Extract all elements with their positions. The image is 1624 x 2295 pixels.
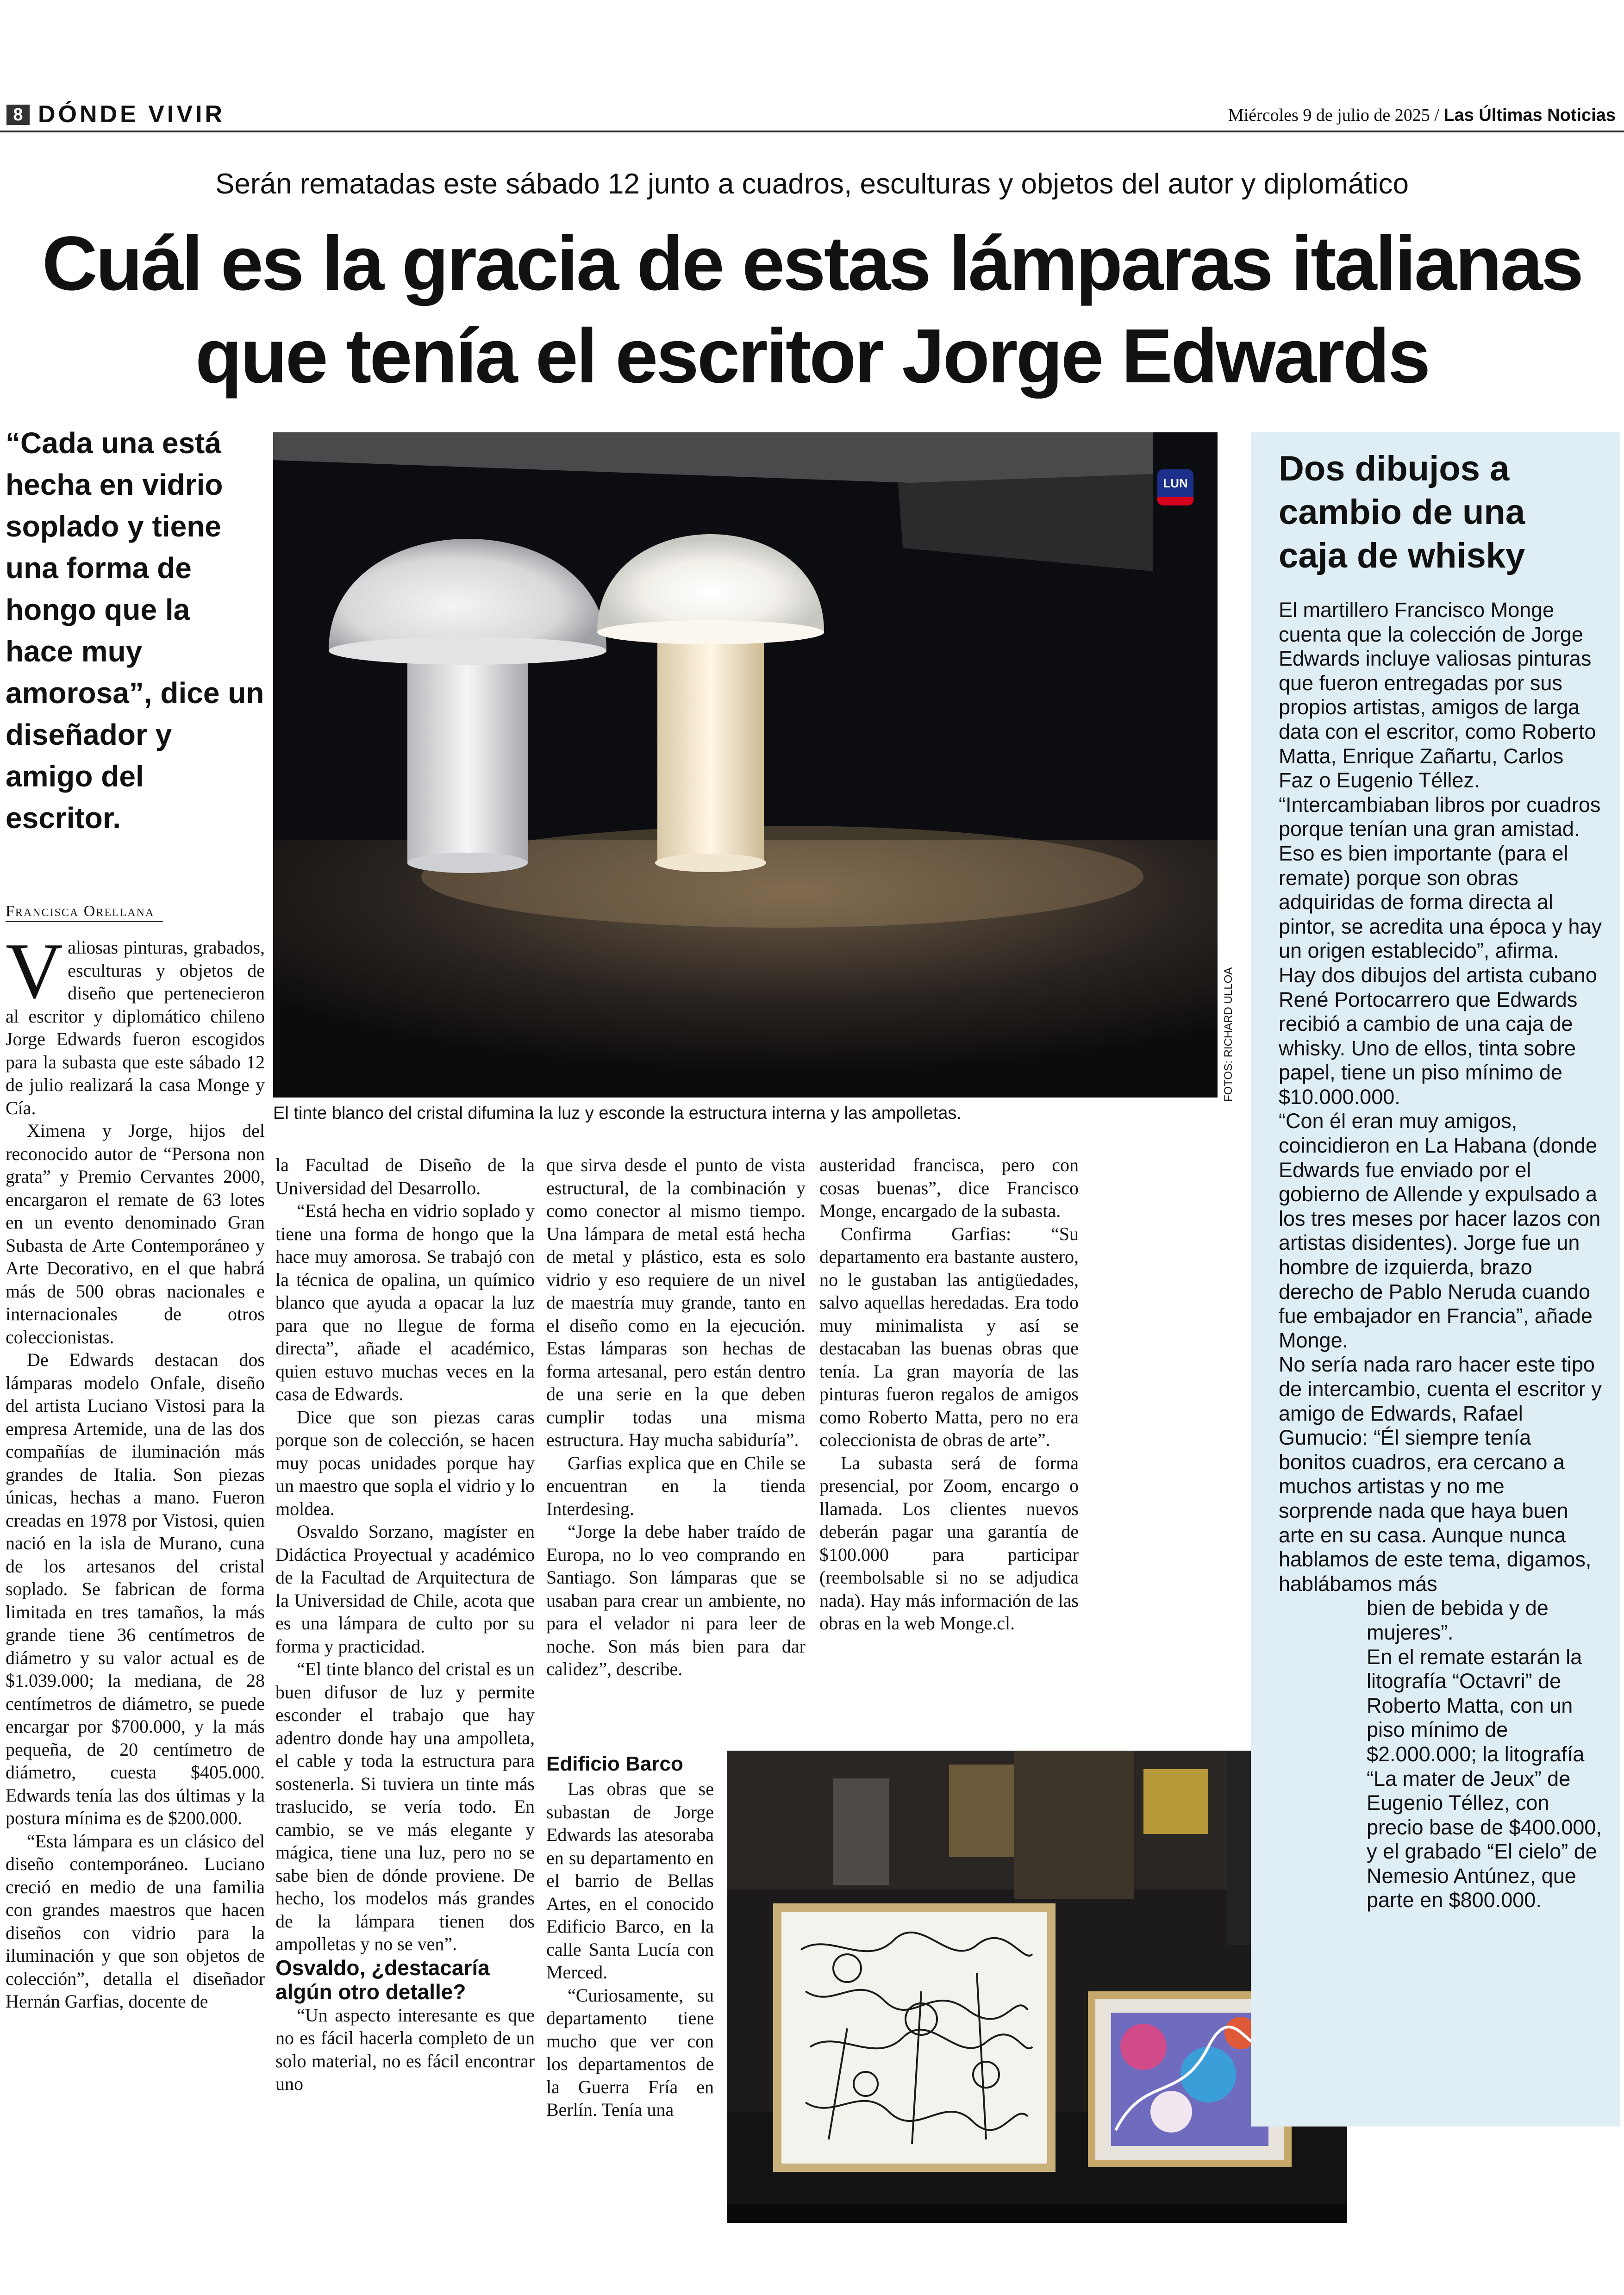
paragraph: la Facultad de Diseño de la Universidad del Desarrollo. (275, 1154, 535, 1198)
drop-cap: V (6, 927, 63, 1015)
headline-line-2: que tenía el escritor Jorge Edwards (195, 313, 1429, 399)
page-header (0, 101, 1624, 128)
kicker: Serán rematadas este sábado 12 junto a cuadros, esculturas y objetos del autor y diplomático (215, 168, 1409, 200)
sidebar-paragraph: Hay dos dibujos del artista cubano René Portocarrero que Edwards recibió a cambio de una caja de whisky. Uno de ellos, tinta sobre papel, tiene un piso mínimo de $10.000.000. (1279, 963, 1597, 1109)
section-name: DÓNDE VIVIR (38, 101, 225, 128)
page-number: 8 (6, 105, 30, 125)
paragraph: “Curiosamente, su departamento tiene mucho que ver con los departamentos de la Guerra Fría en Berlín. Tenía una (546, 1984, 714, 2120)
sidebar-paragraph: “Con él eran muy amigos, coincidieron en La Habana (donde Edwards fue enviado por el gobierno de Allende y expulsado a los tres meses por hacer lazos con artistas disidentes). Jorge fue un hombre de izquierda, brazo derecho de Pablo Neruda cuando fue embajador en Francia”, añade Monge. (1279, 1109, 1601, 1352)
lun-logo: LUN (1157, 469, 1193, 505)
paragraph: Osvaldo Sorzano, magíster en Didáctica Proyectual y académico de la Facultad de Arquitectura de la Universidad de Chile, acota que es una lámpara de culto por su forma y practicidad. (275, 1521, 535, 1657)
sidebar-paragraph: “Intercambiaban libros por cuadros porque tenían una gran amistad. Eso es bien importante (para el remate) porque son obras adquiridas de forma directa al pintor, se acredita una época y hay un origen establecido”, afirma. (1279, 792, 1602, 963)
paragraph: “Jorge la debe haber traído de Europa, no lo veo comprando en Santiago. Son lámparas que se usaban para crear un ambiente, no para el velador ni para leer de noche. Son más bien para dar calidez”, describe. (546, 1521, 806, 1679)
headline-line-1: Cuál es la gracia de estas lámparas italianas (42, 221, 1582, 306)
paragraph: La subasta será de forma presencial, por Zoom, encargo o llamada. Los clientes nuevos deberán pagar una garantía de $100.000 para participar (reembolsable si no se adjudica nada). Hay más información de las obras en la web Monge.cl. (819, 1452, 1079, 1634)
paragraph: que sirva desde el punto de vista estructural, de la combinación y como conector al mismo tiempo. Una lámpara de metal está hecha de metal y plástico, esta es solo vidrio y eso requiere de un nivel de maestría muy grande, tanto en el diseño como en la ejecución. Estas lámparas son hechas de forma artesanal, pero están dentro de una serie en la que deben cumplir todas una misma estructura. Hay mucha sabiduría”. (546, 1154, 806, 1450)
header-rule (0, 131, 1624, 132)
pull-quote: “Cada una está hecha en vidrio soplado y tiene una forma de hongo que la hace muy amorosa”, dice un diseñador y amigo del escritor. (6, 426, 264, 835)
issue-line (1228, 104, 1616, 127)
paragraph: Las obras que se subastan de Jorge Edwards las atesoraba en su departamento en el barrio de Bellas Artes, en el conocido Edificio Barco, en la calle Santa Lucía con Merced. (546, 1778, 714, 1983)
paragraph: Ximena y Jorge, hijos del reconocido autor de “Persona non grata” y Premio Cervantes 2000, encargaron el remate de 63 lotes en un evento denominado Gran Subasta de Arte Contemporáneo y Arte Decorativo, en el que habrá más de 500 obras nacionales e internacionales de otros coleccionistas. (6, 1120, 265, 1347)
paragraph: “Esta lámpara es un clásico del diseño contemporáneo. Luciano creció en medio de una familia con grandes maestros que hacen diseños con vidrio para la iluminación y que son objetos de colección”, detalla el diseñador Hernán Garfias, docente de (6, 1830, 265, 2012)
paragraph: Garfias explica que en Chile se encuentran en la tienda Interdesing. (546, 1452, 806, 1519)
sidebar-paragraph: El martillero Francisco Monge cuenta que la colección de Jorge Edwards incluye valiosas pinturas que fueron entregadas por sus propios artistas, amigos de larga data con el escritor, como Roberto Matta, Enrique Zañartu, Carlos Faz o Eugenio Téllez. (1279, 598, 1596, 792)
sidebar-body (1279, 598, 1603, 1913)
paragraph: “Un aspecto interesante es que no es fácil hacerla completo de un solo material, no es fácil encontrar uno (275, 2004, 535, 2094)
paragraph: Dice que son piezas caras porque son de colección, se hacen muy pocas unidades porque hay un maestro que sopla el vidrio y lo moldea. (275, 1406, 535, 1519)
paragraph: “Está hecha en vidrio soplado y tiene una forma de hongo que la hace muy amorosa. Se trabajó con la técnica de opalina, un químico blanco que ayuda a opacar la luz para que no llegue de forma directa”, añade el académico, quien estuvo muchas veces en la casa de Edwards. (275, 1200, 535, 1404)
main-photo (273, 432, 1218, 1098)
photo-caption: El tinte blanco del cristal difumina la luz y esconde la estructura interna y las ampolletas. (273, 1104, 962, 1123)
paragraph: “El tinte blanco del cristal es un buen difusor de luz y permite esconder el trabajo que hay adentro donde hay una ampolleta, el cable y toda la estructura para sostenerla. Si tuviera un tinte más traslucido, se vería todo. En cambio, se ve más elegante y mágica, tiene una luz, pero no se sabe bien de dónde proviene. De hecho, los modelos más grandes de la lámpara tienen dos ampolletas y no se ven”. (275, 1659, 535, 1954)
paragraph: Confirma Garfias: “Su departamento era bastante austero, no le gustaban las antigüedades, salvo aquellas heredadas. Era todo muy minimalista y así se destacaban las buenas obras que tenía. La gran mayoría de las pinturas fueron regalos de amigos como Roberto Matta, pero no era coleccionista de obras de arte”. (819, 1223, 1079, 1450)
photo-credit: FOTOS: RICHARD ULLOA (1222, 967, 1235, 1102)
article-column-2 (275, 1154, 535, 2095)
sidebar-paragraph: No sería nada raro hacer este tipo de intercambio, cuenta el escritor y amigo de Edwards, Rafael Gumucio: “Él siempre tenía bonitos cuadros, era cercano a muchos artistas y no me sorprende nada que haya buen arte en su casa. Aunque nunca hablamos de este tema, digamos, hablábamos más (1279, 1353, 1602, 1596)
byline: Francisca Orellana (6, 903, 163, 922)
issue-separator: / (1434, 106, 1439, 125)
paragraph: Valiosas pinturas, grabados, esculturas y objetos de diseño que pertenecieron al escritor y diplomático chileno Jorge Edwards fueron escogidos para la subasta que este sábado 12 de julio realizará la casa Monge y Cía. (6, 927, 265, 1118)
article-column-4 (819, 1154, 1079, 1635)
article-column-3 (546, 1154, 806, 1681)
headline (0, 218, 1624, 403)
sidebar-paragraph: En el remate estarán la litografía “Octavri” de Roberto Matta, con un piso mínimo de $2.000.000; la litografía “La mater de Jeux” de Eugenio Téllez, con precio base de $400.000, y el grabado “El cielo” de Nemesio Antúnez, que parte en $800.000. (1367, 1645, 1602, 1912)
article-column-3-lower (546, 1750, 714, 2121)
interview-question: Osvaldo, ¿destacaría algún otro detalle? (275, 1955, 490, 2004)
publication-name: Las Últimas Noticias (1443, 106, 1616, 125)
paragraph: De Edwards destacan dos lámparas modelo Onfale, diseño del artista Luciano Vistosi para la empresa Artemide, una de las dos compañías de iluminación más grandes de Italia. Son piezas únicas, hechas a mano. Fueron creadas en 1978 por Vistosi, quien nació en la isla de Murano, cuna de los artesanos del cristal soplado. Se fabrican de forma limitada en tres tamaños, la más grande tiene 36 centímetros de diámetro y su valor actual es de $1.039.000; la mediana, de 28 centímetros de diámetro, se puede encargar por $700.000, y la más pequeña, de 20 centímetro de diámetro, cuesta $405.000. Edwards tenía las dos últimas y la postura mínima es de $200.000. (6, 1349, 265, 1828)
sidebar-paragraph: bien de bebida y de mujeres”. (1367, 1596, 1549, 1644)
sidebar-title: Dos dibujos a cambio de una caja de whisky (1279, 449, 1525, 575)
subheading: Edificio Barco (546, 1752, 683, 1775)
issue-date: Miércoles 9 de julio de 2025 (1228, 106, 1430, 125)
article-column-1 (6, 927, 265, 2013)
paragraph: austeridad francisca, pero con cosas buenas”, dice Francisco Monge, encargado de la subasta. (819, 1154, 1079, 1221)
lamps-illustration (273, 432, 1218, 1098)
